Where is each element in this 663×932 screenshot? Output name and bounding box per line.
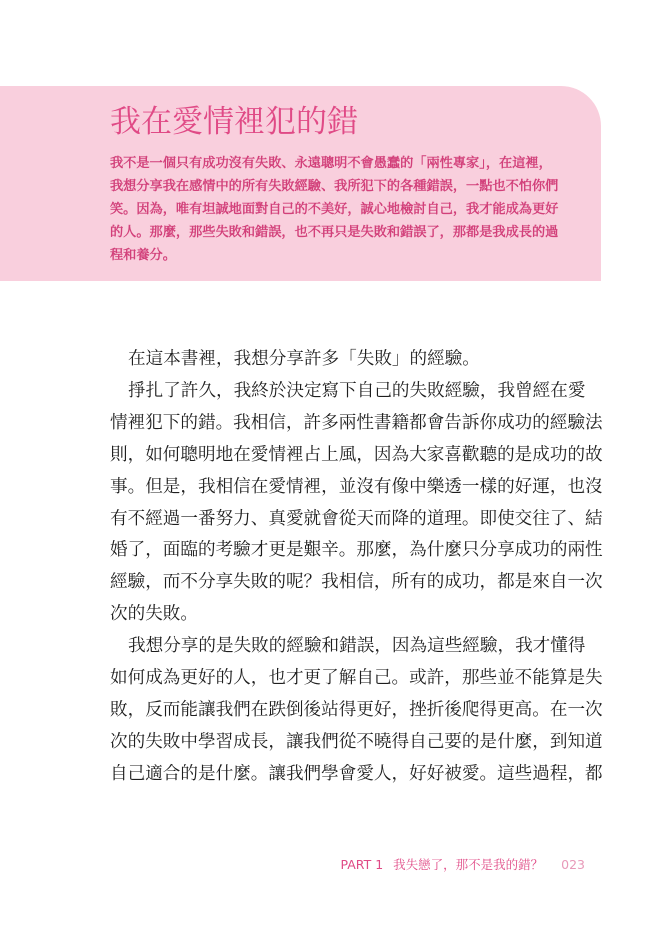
page-footer <box>341 857 585 873</box>
body-line: 則，如何聰明地在愛情裡占上風，因為大家喜歡聽的是成功的故 <box>110 444 603 465</box>
footer-part-label: PART 1 <box>340 857 384 872</box>
chapter-intro <box>110 152 580 267</box>
intro-line: 笑。因為，唯有坦誠地面對自己的不美好，誠心地檢討自己，我才能成為更好 <box>110 202 559 217</box>
intro-line: 的人。那麼，那些失敗和錯誤，也不再只是失敗和錯誤了，那都是我成長的過 <box>110 225 559 240</box>
footer-chapter-subtitle: 我失戀了，那不是我的錯？ <box>393 857 544 872</box>
intro-line: 程和養分。 <box>110 248 176 263</box>
body-line: 掙扎了許久，我終於決定寫下自己的失敗經驗，我曾經在愛 <box>128 380 586 401</box>
body-line: 次的失敗。 <box>110 604 198 625</box>
body-line: 自己適合的是什麼。讓我們學會愛人，好好被愛。這些過程，都 <box>110 763 603 784</box>
body-line: 如何成為更好的人，也才更了解自己。或許，那些並不能算是失 <box>110 668 603 689</box>
chapter-title: 我在愛情裡犯的錯 <box>110 104 358 140</box>
chapter-header-box <box>0 86 601 281</box>
body-line: 次的失敗中學習成長，讓我們從不曉得自己要的是什麼，到知道 <box>110 731 603 752</box>
body-line: 我想分享的是失敗的經驗和錯誤，因為這些經驗，我才懂得 <box>128 636 586 657</box>
body-line: 婚了，面臨的考驗才更是艱辛。那麼，為什麼只分享成功的兩性 <box>110 540 603 561</box>
body-line: 有不經過一番努力、真愛就會從天而降的道理。即使交往了、結 <box>110 508 603 529</box>
body-line: 事。但是，我相信在愛情裡，並沒有像中樂透一樣的好運，也沒 <box>110 476 603 497</box>
intro-line: 我想分享我在感情中的所有失敗經驗、我所犯下的各種錯誤，一點也不怕你們 <box>110 179 559 194</box>
body-line: 經驗，而不分享失敗的呢？我相信，所有的成功，都是來自一次 <box>110 572 603 593</box>
body-line: 情裡犯下的錯。我相信，許多兩性書籍都會告訴你成功的經驗法 <box>110 412 603 433</box>
body-line: 敗，反而能讓我們在跌倒後站得更好，挫折後爬得更高。在一次 <box>110 699 603 720</box>
page-number: 023 <box>561 857 585 872</box>
body-line: 在這本書裡，我想分享許多「失敗」的經驗。 <box>128 349 480 369</box>
body-text <box>110 344 603 791</box>
intro-line: 我不是一個只有成功沒有失敗、永遠聰明不會愚蠢的「兩性專家」，在這裡， <box>110 156 552 171</box>
